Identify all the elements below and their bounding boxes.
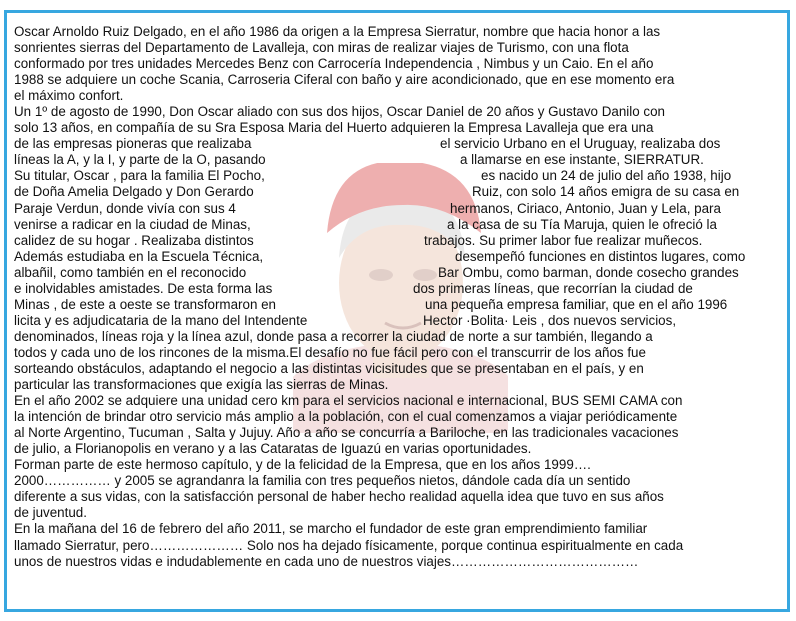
text-segment: Paraje Verdun, donde vivía con sus 4 bbox=[14, 200, 236, 216]
text-line bbox=[14, 201, 774, 217]
text-line bbox=[14, 120, 774, 136]
text-segment: conformado por tres unidades Mercedes Benz con Carrocería Independencia , Nimbus y un Caio. En el año bbox=[14, 56, 654, 72]
text-segment-right: una pequeña empresa familiar, que en el año 1996 bbox=[425, 296, 728, 312]
text-line bbox=[14, 489, 774, 505]
text-line bbox=[14, 297, 774, 313]
text-line bbox=[14, 168, 774, 184]
text-segment: albañil, como también en el reconocido bbox=[14, 264, 247, 280]
text-segment: de juventud. bbox=[14, 505, 87, 521]
text-segment: e inolvidables amistades. De esta forma las bbox=[14, 280, 273, 296]
text-line bbox=[14, 56, 774, 72]
text-line bbox=[14, 554, 774, 570]
text-line bbox=[14, 538, 774, 554]
text-line bbox=[14, 441, 774, 457]
text-segment: solo 13 años, en compañía de su Sra Esposa Maria del Huerto adquieren la Empresa Lavalleja que era una bbox=[14, 120, 654, 136]
text-line bbox=[14, 40, 774, 56]
text-segment: llamado Sierratur, pero………………… Solo nos ha dejado físicamente, porque continua espiritualmente en cada bbox=[14, 537, 684, 553]
text-segment-right: Ruiz, con solo 14 años emigra de su casa en bbox=[472, 184, 740, 200]
text-segment: sonrientes sierras del Departamento de Lavalleja, con miras de realizar viajes de Turismo, con una flota bbox=[14, 40, 629, 56]
text-segment: de Doña Amelia Delgado y Don Gerardo bbox=[14, 184, 254, 200]
text-segment: 2000…………… y 2005 se agrandanra la familia con tres pequeños nietos, dándole cada día un sentido bbox=[14, 473, 631, 489]
text-segment: denominados, líneas roja y la línea azul, donde pasa a recorrer la ciudad de norte a sur también, llegando a bbox=[14, 328, 653, 344]
text-segment: calidez de su hogar . Realizaba distintos bbox=[14, 232, 254, 248]
text-line bbox=[14, 361, 774, 377]
text-segment: líneas la A, y la I, y parte de la O, pasando bbox=[14, 152, 266, 168]
text-segment: Su titular, Oscar , para la familia El Pocho, bbox=[14, 168, 265, 184]
text-segment-right: trabajos. Su primer labor fue realizar muñecos. bbox=[424, 232, 703, 248]
text-segment: de las empresas pioneras que realizaba bbox=[14, 136, 252, 152]
text-line bbox=[14, 136, 774, 152]
text-line bbox=[14, 313, 774, 329]
text-line bbox=[14, 184, 774, 200]
text-segment: En el año 2002 se adquiere una unidad cero km para el servicios nacional e internacional, BUS SEMI CAMA con bbox=[14, 393, 683, 409]
text-line bbox=[14, 249, 774, 265]
text-line bbox=[14, 457, 774, 473]
text-segment: sorteando obstáculos, adaptando el negocio a las distintas vicisitudes que se presentaban en el país, y en bbox=[14, 360, 644, 376]
text-line bbox=[14, 24, 774, 40]
text-segment: la intención de brindar otro servicio más amplio a la población, con el cual comenzamos a viajar periódicamente bbox=[14, 409, 678, 425]
text-line bbox=[14, 281, 774, 297]
text-segment: Además estudiaba en la Escuela Técnica, bbox=[14, 248, 264, 264]
text-line bbox=[14, 72, 774, 88]
text-segment-right: dos primeras líneas, que recorrían la ciudad de bbox=[413, 280, 693, 296]
text-segment-right: el servicio Urbano en el Uruguay, realizaba dos bbox=[440, 136, 721, 152]
text-segment-right: hermanos, Ciriaco, Antonio, Juan y Lela, para bbox=[450, 200, 721, 216]
text-line bbox=[14, 393, 774, 409]
text-segment: venirse a radicar en la ciudad de Minas, bbox=[14, 216, 251, 232]
text-segment: Un 1º de agosto de 1990, Don Oscar aliado con sus dos hijos, Oscar Daniel de 20 años y Gustavo Danilo con bbox=[14, 104, 665, 120]
text-line bbox=[14, 265, 774, 281]
text-segment-right: es nacido un 24 de julio del año 1938, hijo bbox=[481, 168, 732, 184]
text-segment: al Norte Argentino, Tucuman , Salta y Jujuy. Año a año se concurría a Bariloche, en las tradicionales vacaciones bbox=[14, 425, 679, 441]
biography-text bbox=[14, 24, 774, 570]
text-segment-right: Bar Ombu, como barman, donde cosecho grandes bbox=[438, 264, 739, 280]
text-line bbox=[14, 425, 774, 441]
text-segment: todos y cada uno de los rincones de la misma.El desafío no fue fácil pero con el transcurrir de los años fue bbox=[14, 344, 646, 360]
text-segment-right: desempeñó funciones en distintos lugares, como bbox=[455, 248, 746, 264]
text-segment: Minas , de este a oeste se transformaron en bbox=[14, 296, 277, 312]
text-line bbox=[14, 409, 774, 425]
text-segment: En la mañana del 16 de febrero del año 2011, se marcho el fundador de este gran emprendimiento familiar bbox=[14, 521, 648, 537]
text-line bbox=[14, 505, 774, 521]
text-line bbox=[14, 377, 774, 393]
text-line bbox=[14, 217, 774, 233]
text-segment: 1988 se adquiere un coche Scania, Carroseria Ciferal con baño y aire acondicionado, que en ese momento era bbox=[14, 72, 675, 88]
text-segment: particular las transformaciones que exigía las sierras de Minas. bbox=[14, 377, 389, 393]
text-segment: unos de nuestros vidas e indudablemente en cada uno de nuestros viajes…………………………………… bbox=[14, 553, 639, 569]
text-line bbox=[14, 104, 774, 120]
text-segment: diferente a sus vidas, con la satisfacción personal de haber hecho realidad aquella idea que tuvo en sus años bbox=[14, 489, 664, 505]
text-segment: licita y es adjudicataria de la mano del Intendente bbox=[14, 312, 308, 328]
text-line bbox=[14, 473, 774, 489]
text-line bbox=[14, 521, 774, 537]
text-segment: Forman parte de este hermoso capítulo, y de la felicidad de la Empresa, que en los años 1999…. bbox=[14, 457, 591, 473]
text-segment-right: Hector ·Bolita· Leis , dos nuevos servicios, bbox=[423, 312, 677, 328]
text-line bbox=[14, 152, 774, 168]
text-segment: de julio, a Florianopolis en verano y a las Cataratas de Iguazú en varias oportunidades. bbox=[14, 441, 532, 457]
text-line bbox=[14, 345, 774, 361]
text-segment: el máximo confort. bbox=[14, 88, 124, 104]
text-segment-right: a llamarse en ese instante, SIERRATUR. bbox=[460, 152, 704, 168]
text-line bbox=[14, 88, 774, 104]
text-line bbox=[14, 329, 774, 345]
text-line bbox=[14, 233, 774, 249]
text-segment: Oscar Arnoldo Ruiz Delgado, en el año 1986 da origen a la Empresa Sierratur, nombre que hacia honor a las bbox=[14, 24, 661, 39]
text-segment-right: a la casa de su Tía Maruja, quien le ofreció la bbox=[447, 216, 717, 232]
